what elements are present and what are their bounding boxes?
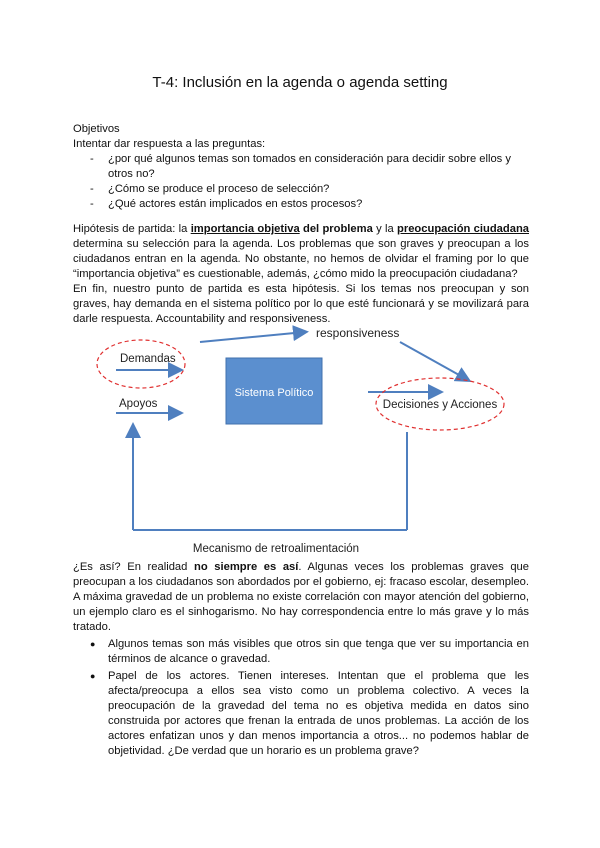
hipotesis-rest: determina su selección para la agenda. Los problemas que son graves y preocupan a los ciudadanos entran en la agenda. No obstante, no hemos de olvidar el framing por lo que “importancia objetiva” es cuestionable, además, ¿cómo mido la preocupación ciudadana? <box>73 238 529 280</box>
hipotesis-paragraph <box>73 222 529 282</box>
term-problema: del problema <box>299 223 373 235</box>
hipotesis-section <box>73 222 529 327</box>
term-importancia: importancia objetiva <box>190 223 300 235</box>
bullet-item: ● Algunos temas son más visibles que otros sin que tenga que ver su importancia en términos de alcance o gravedad. <box>90 637 529 667</box>
conclusion-paragraph <box>73 560 529 635</box>
objetivos-section <box>73 122 529 212</box>
questions-list <box>73 152 529 212</box>
term-preocupacion: preocupación ciudadana <box>397 223 529 235</box>
apoyos-label: Apoyos <box>119 398 158 410</box>
conclusion-bullets <box>73 637 529 759</box>
hipotesis-and: y la <box>372 223 398 235</box>
decisiones-label: Decisiones y Acciones <box>382 399 498 411</box>
political-system-diagram <box>0 322 600 562</box>
hipotesis-lead: Hipótesis de partida: la <box>73 223 191 235</box>
objetivos-heading: Objetivos <box>73 123 120 135</box>
demandas-label: Demandas <box>120 353 176 365</box>
conclusion-section <box>73 560 529 761</box>
question-item: - ¿Cómo se produce el proceso de selección? <box>90 182 529 197</box>
bullet-item: ● Papel de los actores. Tienen intereses. Intentan que el problema que les afecta/preocupa a ellos sea visto como un problema colectivo. A veces la preocupación de la gravedad del tema no es objetiva medida en datos sino construida por actores que frenan la entrada de unos problemas. La acción de los actores enfatizan unos y dan menos importancia a otros... no podemos hablar de objetividad. ¿De verdad que un horario es un problema grave? <box>90 669 529 759</box>
conclusion-q: ¿Es así? En realidad <box>73 561 194 573</box>
page-title: T-4: Inclusión en la agenda o agenda setting <box>152 74 448 91</box>
sistema-politico-label: Sistema Político <box>234 387 314 399</box>
conclusion-rest: . Algunas veces los problemas graves que preocupan a los ciudadanos son abordados por el gobierno, ej: fracaso escolar, desempleo. A máxima gravedad de un problema no existe correlación con mayor atención del gobierno, un ejemplo claro es el sinhogarismo. No hay correspondencia entre lo más grave y lo más tratado. <box>73 561 530 633</box>
responsiveness-arrow <box>200 332 305 342</box>
objetivos-intro: Intentar dar respuesta a las preguntas: <box>73 138 266 150</box>
question-item: - ¿por qué algunos temas son tomados en consideración para decidir sobre ellos y otros no? <box>90 152 529 182</box>
conclusion-bold: no siempre es así <box>193 561 299 573</box>
hipotesis-paragraph-2: En fin, nuestro punto de partida es esta hipótesis. Si los temas nos preocupan y son graves, hay demanda en el sistema político por lo que esté funcionará y se movilizará para darle respuesta. Accountability and responsiveness. <box>73 283 529 325</box>
responsiveness-to-decisions-arrow <box>400 342 468 380</box>
mecanismo-label: Mecanismo de retroalimentación <box>192 543 360 555</box>
responsiveness-label: responsiveness <box>316 326 400 340</box>
question-item: - ¿Qué actores están implicados en estos procesos? <box>90 197 529 212</box>
